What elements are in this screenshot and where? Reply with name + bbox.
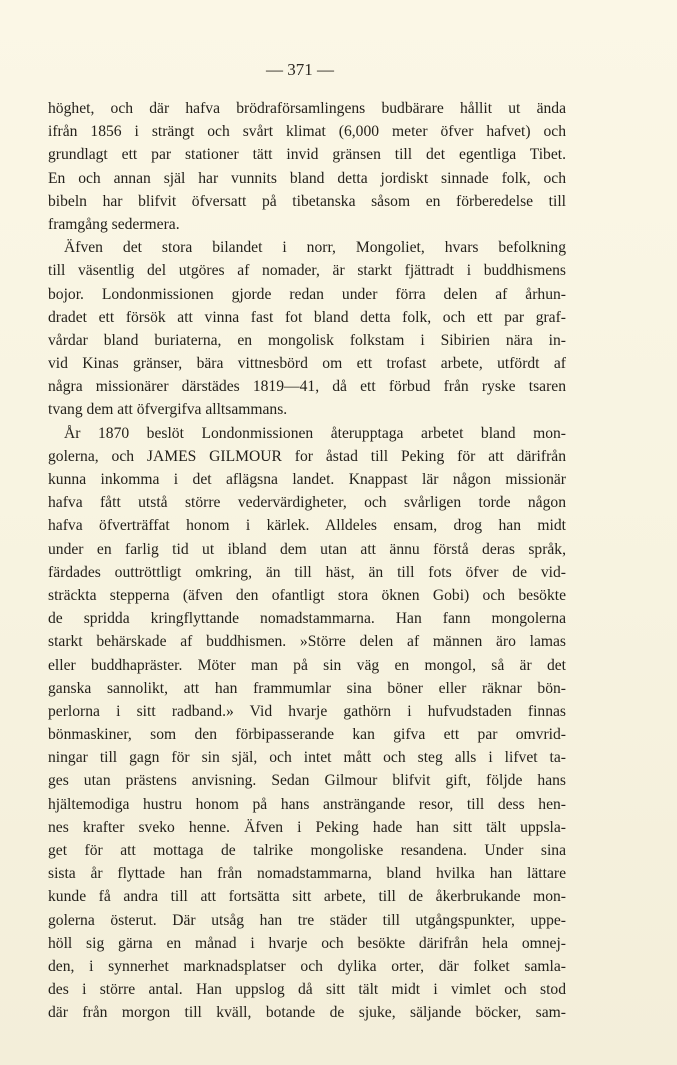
text-line: vid Kinas gränser, bära vittnesbörd om ett trofast arbete, utfördt af xyxy=(48,355,566,373)
text-line: de spridda kringflyttande nomadstammarna. Han fann mongolerna xyxy=(48,610,566,628)
text-line: bönmaskiner, som den förbipasserande kan gifva ett par omvrid- xyxy=(48,726,566,744)
text-line: höghet, och där hafva brödraförsamlingens budbärare hållit ut ända xyxy=(48,100,566,117)
text-line: några missionärer därstädes 1819—41, då ett förbud från ryske tsaren xyxy=(48,378,566,396)
text-line: starkt behärskade af buddhismen. »Större delen af männen äro lamas xyxy=(48,633,566,651)
text-line: des i större antal. Han uppslog då sitt tält midt i vimlet och stod xyxy=(48,981,566,999)
text-line: ges utan prästens anvisning. Sedan Gilmour blifvit gift, följde hans xyxy=(48,772,566,790)
text-line: höll sig gärna en månad i hvarje och besökte därifrån hela omnej- xyxy=(48,934,566,952)
text-line: grundlagt ett par stationer tätt invid gränsen till det egentliga Tibet. xyxy=(48,146,566,164)
text-line: framgång sedermera. xyxy=(48,215,180,233)
text-line: nes krafter sveko henne. Äfven i Peking hade han sitt tält uppsla- xyxy=(48,818,566,836)
text-line: hjältemodiga hustru honom på hans ansträngande resor, till dess hen- xyxy=(48,795,566,813)
text-line: ifrån 1856 i strängt och svårt klimat (6,000 meter öfver hafvet) och xyxy=(48,123,566,141)
text-line: get för att mottaga de talrike mongoliske resandena. Under sina xyxy=(48,842,566,859)
text-line: under en farlig tid ut ibland dem utan att ännu förstå deras språk, xyxy=(48,540,566,558)
text-line: År 1870 beslöt Londonmissionen återupptaga arbetet bland mon- xyxy=(64,424,566,442)
text-line: vårdar bland buriaterna, en mongolisk folkstam i Sibirien nära in- xyxy=(48,331,566,349)
text-line: golerna österut. Där utsåg han tre städer till utgångspunkter, uppe- xyxy=(48,911,566,929)
text-line: eller buddhapräster. Möter man på sin väg en mongol, så är det xyxy=(48,656,566,674)
text-line: ganska sannolikt, att han frammumlar sina böner eller räknar bön- xyxy=(48,679,566,697)
text-line: där från morgon till kväll, botande de sjuke, säljande böcker, sam- xyxy=(48,1004,566,1022)
text-line: golerna, och JAMES GILMOUR for åstad till Peking för att därifrån xyxy=(48,447,566,465)
text-line: En och annan själ har vunnits bland detta jordiskt sinnade folk, och xyxy=(48,169,566,187)
text-line: Äfven det stora bilandet i norr, Mongoliet, hvars befolkning xyxy=(64,239,566,257)
text-line: hafva fått utstå större vedervärdigheter, och svårligen torde någon xyxy=(48,494,566,512)
text-line: sträckta stepperna (äfven den ofantligt stora öknen Gobi) och besökte xyxy=(48,586,566,604)
text-line: den, i synnerhet marknadsplatser och dylika orter, där folket samla- xyxy=(48,957,566,975)
text-line: till väsentlig del utgöres af nomader, är starkt fjättradt i buddhismens xyxy=(48,262,566,280)
text-line: tvang dem att öfvergifva alltsammans. xyxy=(48,401,288,419)
text-line: dradet ett försök att vinna fast fot bland detta folk, och ett par graf- xyxy=(48,308,566,326)
body-text xyxy=(48,97,566,1025)
text-line: bojor. Londonmissionen gjorde redan under förra delen af århun- xyxy=(48,285,566,303)
text-line: perlorna i sitt radband.» Vid hvarje gathörn i hufvudstaden finnas xyxy=(48,702,566,720)
text-line: bibeln har blifvit öfversatt på tibetanska såsom en förberedelse till xyxy=(48,192,566,210)
text-line: hafva öfverträffat honom i kärlek. Alldeles ensam, drog han midt xyxy=(48,517,566,535)
text-line: färdades outtröttligt omkring, än till häst, än till fots öfver de vid- xyxy=(48,563,566,581)
text-line: kunde få andra till att fortsätta sitt arbete, till de åkerbrukande mon- xyxy=(48,888,566,906)
page-number: — 371 — xyxy=(266,60,334,79)
text-line: ningar till gagn för sin själ, och intet mått och steg alls i lifvet ta- xyxy=(48,749,566,767)
text-line: kunna inkomma i det aflägsna landet. Knappast lär någon missionär xyxy=(48,471,566,488)
text-line: sista år flyttade han från nomadstammarna, bland hvilka han lättare xyxy=(48,865,566,883)
